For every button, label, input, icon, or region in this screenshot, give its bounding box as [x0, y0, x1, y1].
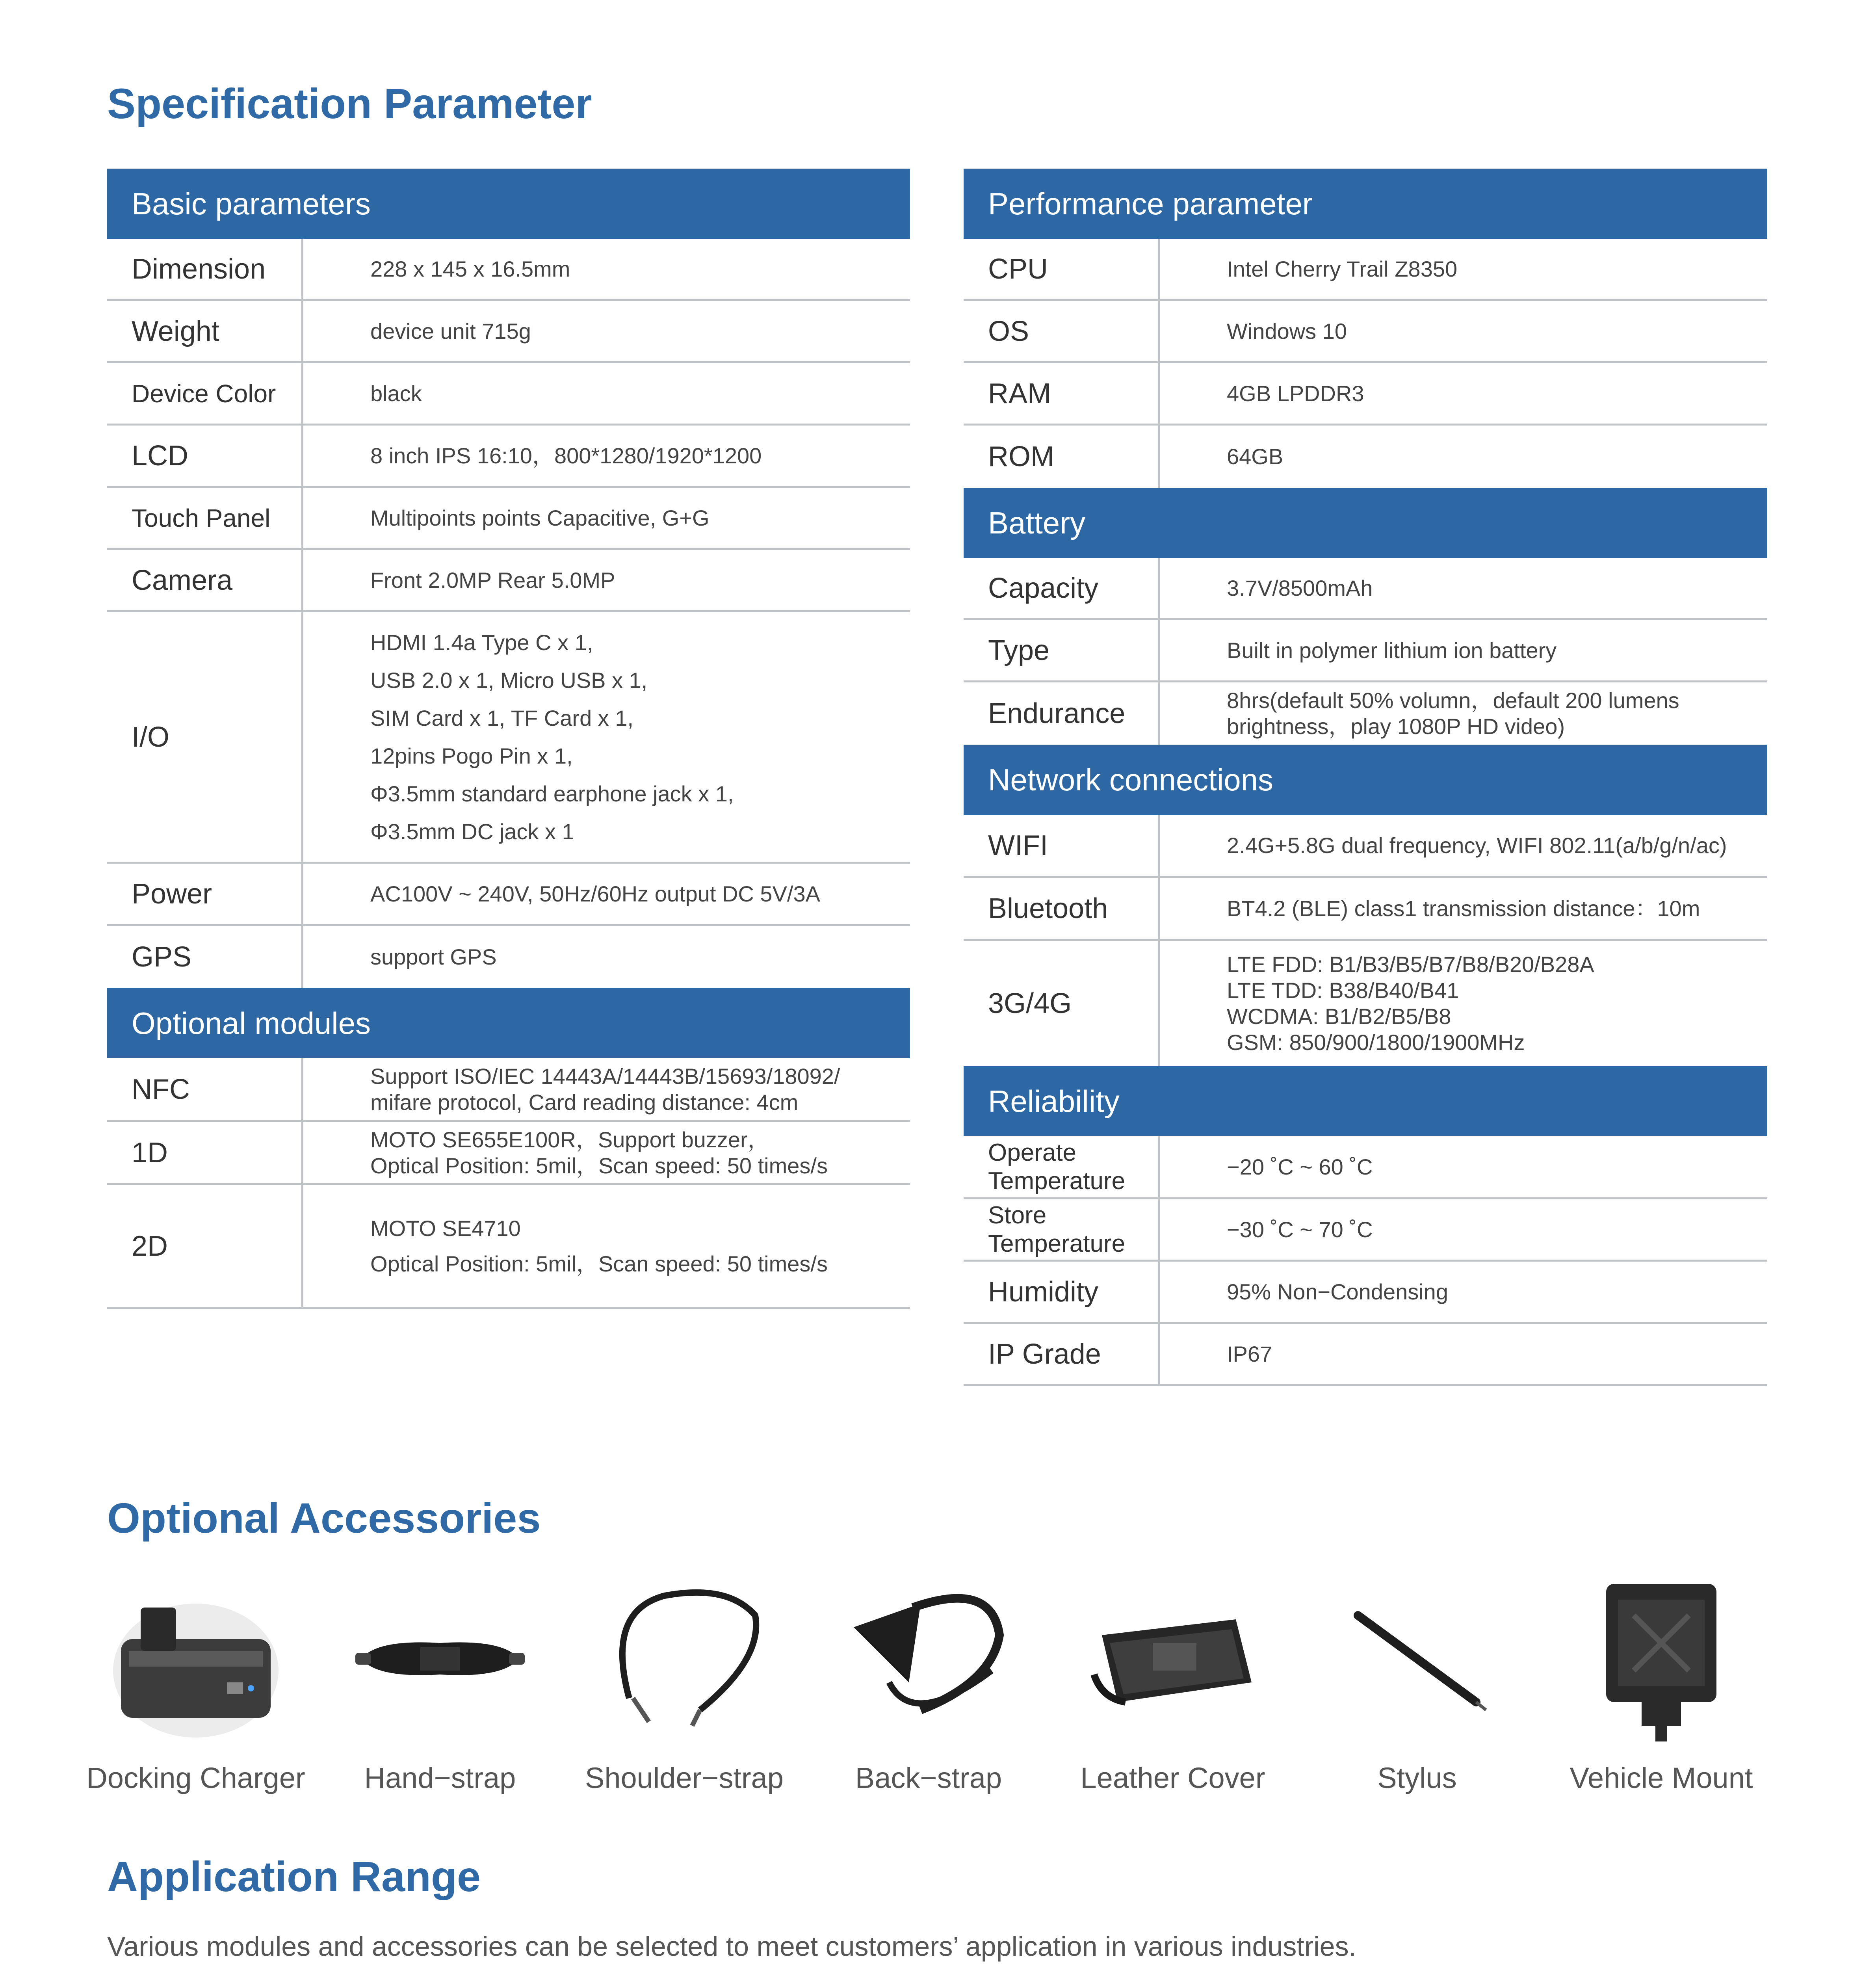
basic-parameters-heading: Basic parameters	[107, 169, 910, 239]
accessory-vehicle-mount	[1551, 1572, 1772, 1795]
spec-row-1d: 1D MOTO SE655E100R，Support buzzer， Optical Position: 5mil，Scan speed: 50 times/s	[107, 1122, 910, 1185]
spec-row-operate-temperature: Operate Temperature −20 ˚C ~ 60 ˚C	[964, 1136, 1767, 1199]
spec-row-humidity: Humidity 95% Non−Condensing	[964, 1262, 1767, 1324]
spec-row-ram: RAM 4GB LPDDR3	[964, 363, 1767, 426]
spec-row-3g4g: 3G/4G LTE FDD: B1/B3/B5/B7/B8/B20/B28A LTE TDD: B38/B40/B41 WCDMA: B1/B2/B5/B8 GSM: 850/900/1800/1900MHz	[964, 941, 1767, 1066]
spec-title: Specification Parameter	[107, 80, 592, 127]
shoulder-strap-icon	[574, 1572, 795, 1745]
accessory-label: Shoulder−strap	[585, 1762, 784, 1794]
accessory-label: Leather Cover	[1080, 1762, 1265, 1794]
accessory-label: Back−strap	[855, 1762, 1002, 1794]
spec-row-ip-grade: IP Grade IP67	[964, 1324, 1767, 1386]
spec-row-weight: Weight device unit 715g	[107, 301, 910, 363]
accessory-back-strap	[818, 1572, 1039, 1795]
spec-row-capacity: Capacity 3.7V/8500mAh	[964, 558, 1767, 620]
spec-row-nfc: NFC Support ISO/IEC 14443A/14443B/15693/18092/ mifare protocol, Card reading distance: 4cm	[107, 1058, 910, 1122]
accessory-label: Docking Charger	[86, 1762, 305, 1794]
accessory-label: Hand−strap	[364, 1762, 516, 1794]
reliability-heading: Reliability	[964, 1066, 1767, 1136]
spec-row-device-color: Device Color black	[107, 363, 910, 426]
spec-row-touch-panel: Touch Panel Multipoints points Capacitive, G+G	[107, 488, 910, 550]
spec-row-2d: 2D MOTO SE4710 Optical Position: 5mil，Scan speed: 50 times/s	[107, 1185, 910, 1309]
docking-charger-icon	[85, 1572, 306, 1745]
spec-row-battery-type: Type Built in polymer lithium ion battery	[964, 620, 1767, 682]
accessory-label: Vehicle Mount	[1570, 1762, 1753, 1794]
performance-heading: Performance parameter	[964, 169, 1767, 239]
leather-cover-icon	[1062, 1572, 1283, 1745]
spec-row-endurance: Endurance 8hrs(default 50% volumn，default 200 lumens brightness，play 1080P HD video)	[964, 682, 1767, 745]
battery-heading: Battery	[964, 488, 1767, 558]
spec-row-cpu: CPU Intel Cherry Trail Z8350	[964, 239, 1767, 301]
network-heading: Network connections	[964, 745, 1767, 815]
spec-row-gps: GPS support GPS	[107, 926, 910, 988]
accessory-stylus	[1307, 1572, 1527, 1795]
spec-row-store-temperature: Store Temperature −30 ˚C ~ 70 ˚C	[964, 1199, 1767, 1262]
spec-row-os: OS Windows 10	[964, 301, 1767, 363]
accessory-label: Stylus	[1377, 1762, 1457, 1794]
spec-row-dimension: Dimension 228 x 145 x 16.5mm	[107, 239, 910, 301]
basic-parameters-section	[107, 169, 910, 1309]
spec-row-wifi: WIFI 2.4G+5.8G dual frequency, WIFI 802.11(a/b/g/n/ac)	[964, 815, 1767, 878]
application-title: Application Range	[107, 1853, 481, 1900]
vehicle-mount-icon	[1551, 1572, 1772, 1745]
spec-row-rom: ROM 64GB	[964, 426, 1767, 488]
accessory-docking-charger	[85, 1572, 306, 1795]
optional-modules-heading: Optional modules	[107, 988, 910, 1058]
spec-row-camera: Camera Front 2.0MP Rear 5.0MP	[107, 550, 910, 612]
spec-row-bluetooth: Bluetooth BT4.2 (BLE) class1 transmission distance：10m	[964, 878, 1767, 941]
stylus-icon	[1307, 1572, 1527, 1745]
hand-strap-icon	[330, 1572, 550, 1745]
application-description: Various modules and accessories can be selected to meet customers’ application in various industries.	[107, 1931, 1357, 1962]
spec-row-power: Power AC100V ~ 240V, 50Hz/60Hz output DC 5V/3A	[107, 864, 910, 926]
accessory-leather-cover	[1062, 1572, 1283, 1795]
accessory-hand-strap	[330, 1572, 550, 1795]
accessory-shoulder-strap	[574, 1572, 795, 1795]
back-strap-icon	[818, 1572, 1039, 1745]
performance-section	[964, 169, 1767, 1386]
accessories-title: Optional Accessories	[107, 1494, 541, 1542]
spec-row-io: I/O HDMI 1.4a Type C x 1, USB 2.0 x 1, Micro USB x 1, SIM Card x 1, TF Card x 1, 12pins Pogo Pin x 1, Φ3.5mm standard earphone jack x 1, Φ3.5mm DC jack x 1	[107, 612, 910, 864]
spec-row-lcd: LCD 8 inch IPS 16:10，800*1280/1920*1200	[107, 426, 910, 488]
